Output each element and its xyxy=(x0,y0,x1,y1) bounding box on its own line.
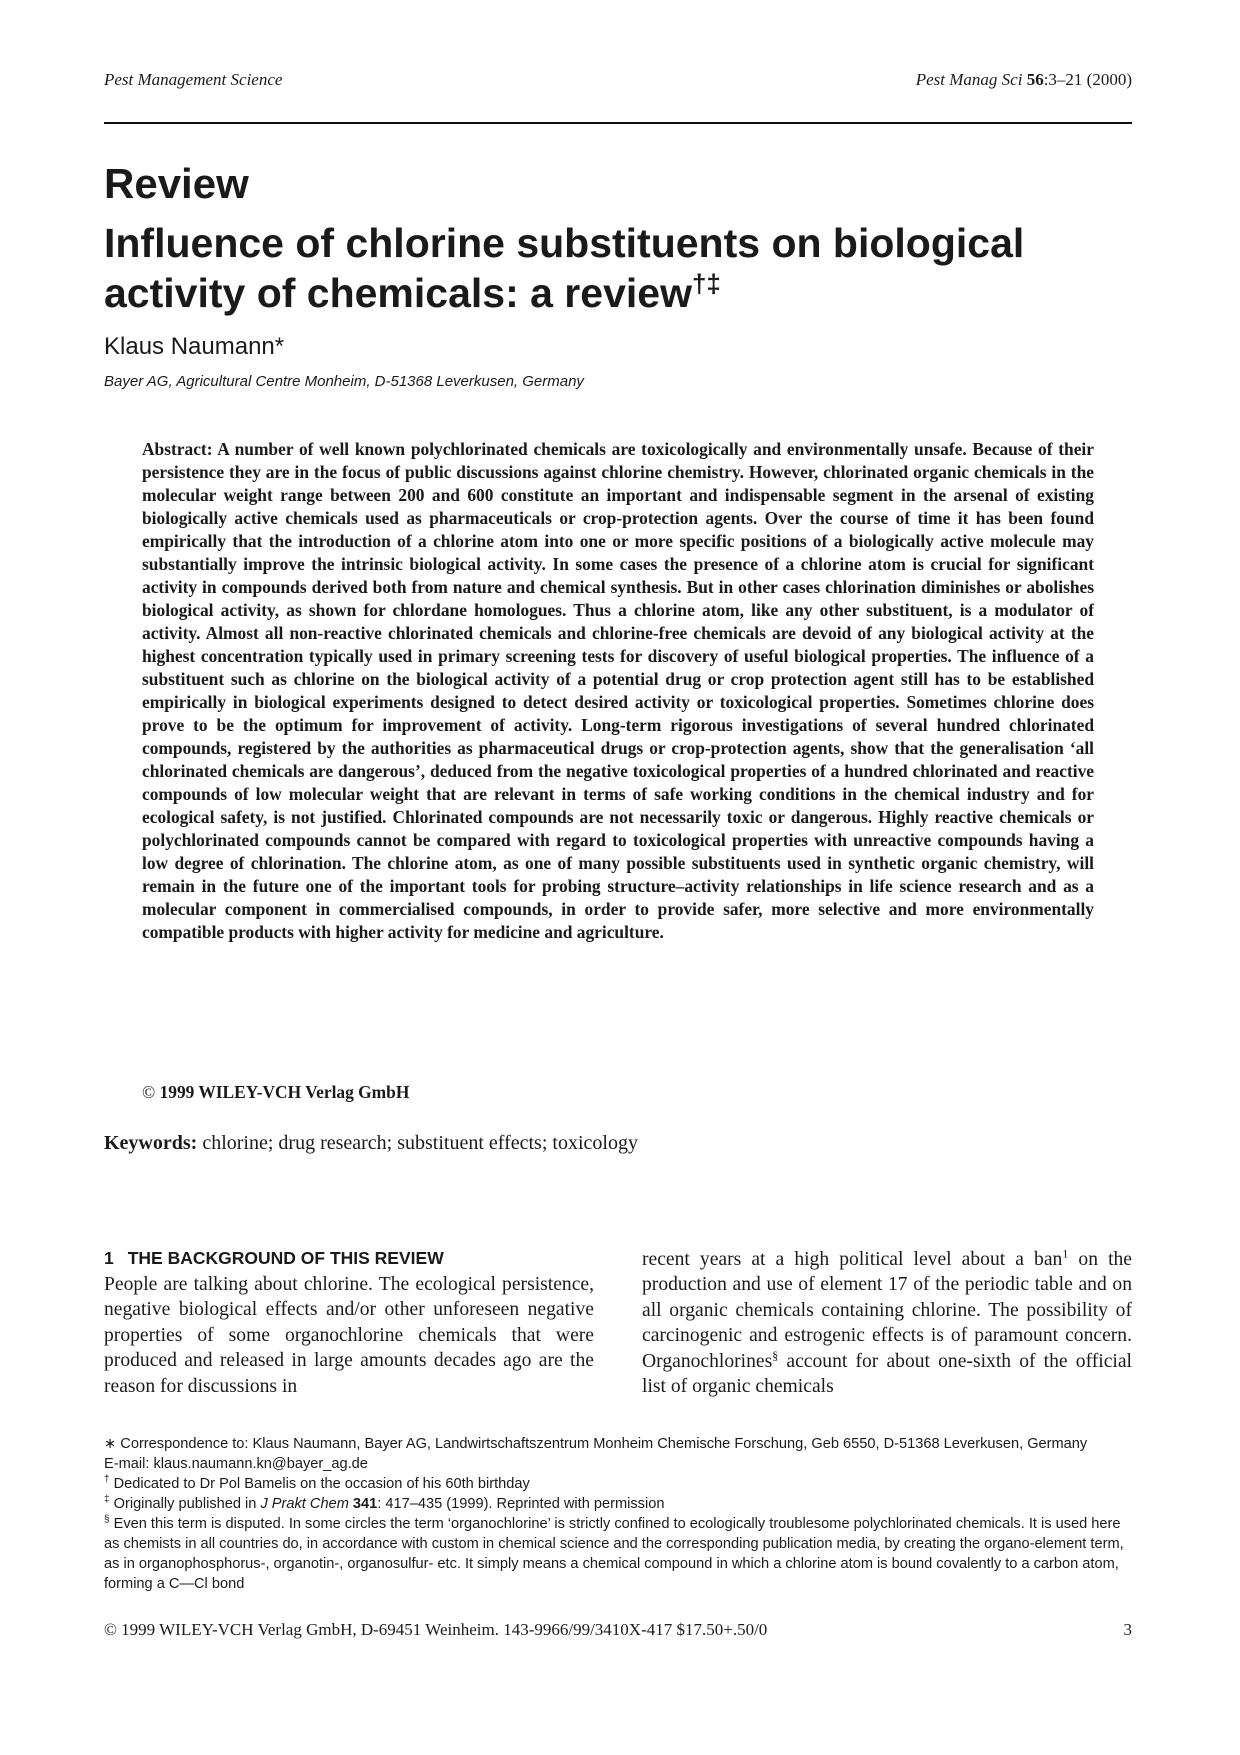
body-text: recent years at a high political level about a ban xyxy=(642,1249,1063,1270)
article-title-text: Influence of chlorine substituents on biological activity of chemicals: a review xyxy=(104,220,1025,316)
author-name: Klaus Naumann* xyxy=(104,333,285,360)
ddagger-volume: 341 xyxy=(352,1496,378,1512)
footnote-email: E-mail: klaus.naumann.kn@bayer_ag.de xyxy=(104,1456,368,1472)
header-rule xyxy=(104,122,1132,124)
footnote-section xyxy=(104,1514,1132,1594)
keywords-label: Keywords: xyxy=(104,1132,198,1154)
body-column-left: People are talking about chlorine. The ecological persistence, negative biological effects and/or other unforeseen negative properties of some organochlorine chemicals that were produced and released in large amounts decades ago are the reason for discussions in xyxy=(104,1274,594,1397)
body-text: account for about one-sixth of the official list of organic chemicals xyxy=(642,1350,1132,1398)
dagger-text: Dedicated to Dr Pol Bamelis on the occasion of his 60th birthday xyxy=(109,1476,530,1492)
article-title xyxy=(104,218,1144,318)
footnote-correspondence: ∗ Correspondence to: Klaus Naumann, Bayer AG, Landwirtschaftszentrum Monheim Chemische Forschung, Geb 6550, D-51368 Leverkusen, Germany xyxy=(104,1436,1088,1452)
footnote-double-dagger xyxy=(104,1494,1132,1514)
keywords-text: chlorine; drug research; substituent effects; toxicology xyxy=(202,1132,638,1154)
section-title: THE BACKGROUND OF THIS REVIEW xyxy=(127,1248,444,1268)
reference-marker[interactable]: 1 xyxy=(1062,1246,1069,1261)
title-footnote-marks: †‡ xyxy=(691,268,721,299)
abstract-copyright xyxy=(142,1082,409,1103)
page-number: 3 xyxy=(1123,1620,1132,1639)
article-type: Review xyxy=(104,160,249,207)
section-number: 1 xyxy=(104,1248,114,1268)
author-affiliation: Bayer AG, Agricultural Centre Monheim, D-51368 Leverkusen, Germany xyxy=(104,373,584,390)
ddagger-journal: J Prakt Chem xyxy=(260,1496,349,1512)
journal-citation xyxy=(916,70,1132,90)
copyright-text: 1999 WILEY-VCH Verlag GmbH xyxy=(159,1082,410,1102)
journal-name: Pest Management Science xyxy=(104,70,283,89)
ddagger-post: : 417–435 (1999). Reprinted with permission xyxy=(377,1496,665,1512)
body-text: on the production and use of element 17 of the periodic table and on all organic chemicals containing chlorine. The possibility of carcinogenic and estrogenic effects is of paramount concern. Organochlorines xyxy=(642,1249,1133,1372)
footer-copyright-text: 1999 WILEY-VCH Verlag GmbH, D-69451 Weinheim. 143-9966/99/3410X-417 $17.50+.50/0 xyxy=(116,1620,768,1639)
footnotes xyxy=(104,1434,1132,1594)
citation-pages: :3–21 (2000) xyxy=(1043,70,1132,89)
footer-copyright xyxy=(104,1620,767,1639)
running-head xyxy=(104,70,1132,94)
footnote-marker[interactable]: § xyxy=(772,1348,779,1363)
dagger-mark: † xyxy=(104,1474,110,1486)
page-footer xyxy=(104,1620,1132,1644)
abstract-text: A number of well known polychlorinated chemicals are toxicologically and environmentally unsafe. Because of their persistence they are in the focus of public discussions against chlorine chemistry. However, chlorinated organic chemicals in the molecular weight range between 200 and 600 constitute an important and indispensable segment in the arsenal of existing biologically active chemicals used as pharmaceuticals or crop-protection agents. Over the course of time it has been found empirically that the introduction of a chlorine atom into one or more specific positions of a biologically active molecule may substantially improve the intrinsic biological activity. In some cases the presence of a chlorine atom is crucial for significant activity in compounds derived both from nature and chemical synthesis. But in other cases chlorination diminishes or abolishes biological activity, as shown for chlordane homologues. Thus a chlorine atom, like any other substituent, is a modulator of activity. Almost all non-reactive chlorinated chemicals and chlorine-free chemicals are devoid of any biological activity at the highest concentration typically used in primary screening tests for discovery of useful biological properties. The influence of a substituent such as chlorine on the biological activity of a potential drug or crop protection agent still has to be established empirically in biological experiments designed to detect desired activity or toxicological properties. Sometimes chlorine does prove to be the optimum for improvement of activity. Long-term rigorous investigations of several hundred chlorinated compounds, registered by the authorities as pharmaceutical drugs or crop-protection agents, show that the generalisation ‘all chlorinated chemicals are dangerous’, deduced from the negative toxicological properties of a hundred chlorinated and reactive compounds of low molecular weight that are relevant in terms of safe working conditions in the chemical industry and for ecological safety, is not justified. Chlorinated compounds are not necessarily toxic or dangerous. Highly reactive chemicals or polychlorinated compounds cannot be compared with regard to toxicological properties with unreactive compounds having a low degree of chlorination. The chlorine atom, as one of many possible substituents used in synthetic organic chemistry, will remain in the future one of the important tools for probing structure–activity relationships in life science research and as a molecular component in commercialised compounds, in order to provide safer, more selective and more environmentally compatible products with higher activity for medicine and agriculture. xyxy=(142,439,1094,942)
section-mark: § xyxy=(104,1514,110,1526)
keywords xyxy=(104,1132,638,1155)
ddagger-pre: Originally published in xyxy=(109,1496,261,1512)
footer-copyright-symbol: © xyxy=(104,1620,117,1639)
body-column-right xyxy=(642,1247,1132,1399)
section-footnote-text: Even this term is disputed. In some circles the term ‘organochlorine’ is strictly confined to ecologically troublesome polychlorinated chemicals. It is used here as chemists in all countries do, in accordance with custom in chemical science and the corresponding publication media, by creating the organo-element term, as in organophosphorus-, organotin-, organosulfur- etc. It simply means a chemical compound in which a chlorine atom is bound covalently to a carbon atom, forming a C—Cl bond xyxy=(104,1516,1124,1592)
section-heading xyxy=(104,1248,444,1269)
abstract xyxy=(142,438,1094,944)
copyright-symbol: © xyxy=(142,1082,156,1102)
citation-volume: 56 xyxy=(1026,70,1044,89)
footnote-dagger xyxy=(104,1474,1132,1494)
double-dagger-mark: ‡ xyxy=(104,1494,110,1506)
abstract-label: Abstract: xyxy=(142,439,213,459)
citation-journal: Pest Manag Sci xyxy=(915,70,1023,89)
